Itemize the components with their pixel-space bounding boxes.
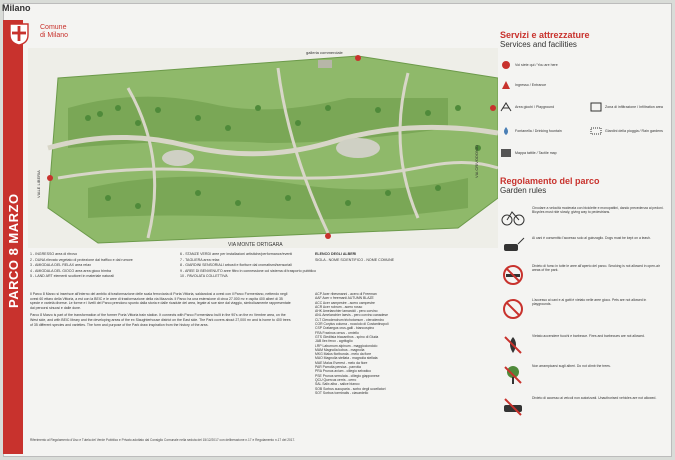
tree-list-item: CSP Crataegus crus-galli - biancospino xyxy=(315,326,375,331)
tree-list-item: PSE Prunus serrulata - ciliegio giapponese xyxy=(315,373,380,378)
tree-list-item: MKG Malus floribunda - melo da fiore xyxy=(315,352,372,357)
infiltration-icon xyxy=(590,102,602,112)
playground-icon xyxy=(500,102,512,112)
tree-list-item: ACR Acer rubrum - acero rosso xyxy=(315,304,363,309)
tree xyxy=(255,105,261,111)
tree xyxy=(155,107,161,113)
tree-list-item: SOB Sorbus aucuparia - sorbo degli uccellatori xyxy=(315,386,386,391)
tree-list-item: QCU Quercus cerris - cerro xyxy=(315,377,357,382)
bicycle-icon xyxy=(500,206,526,228)
rules-heading xyxy=(500,176,600,202)
tree-list-item: AAF Acer x freemanii AUTUMN BLAZE xyxy=(315,296,374,301)
tree-list-item: CLT Clerodendrum trichotomum - clerodendro xyxy=(315,317,385,322)
tactile-map-icon xyxy=(500,148,512,158)
regulation-footer: Riferimento al Regolamento d'Uso e Tutela del Verde Pubblico e Privato adottato dal Consiglio Comunale nella seduta del 15/12/2017 con deliberazione n.17 e Regolamento n.17 del 2017. xyxy=(30,438,296,442)
street-label-top: galleria commerciale xyxy=(306,50,343,55)
tree-list-item: GTS Gleditsia triacanthos - spino di Giuda xyxy=(315,334,379,339)
tree-list-item: ANL Amelanchier laevis - pero corvino canadese xyxy=(315,313,388,318)
service-playground: Area giochi / Playground xyxy=(500,102,554,112)
tree-list-item: FRA Fraxinus ornus - orniello xyxy=(315,330,359,335)
park-map xyxy=(28,48,498,248)
no-pets-icon xyxy=(500,298,526,320)
right-panel: Servizi e attrezzature Services and facilities Voi siete qui / You are here Ingresso / Entrance Area giochi / Playground Zona di infiltrazione / Infiltration area Fontanella / Drinking fountain Giardini della pioggia / Rain gardens Mappa tattile / Tactile map Regolamento del parco Garden rules Circolare a velocità moderata con biciclette e monopattini, dando precedenza ai pedoni. Bicycles must ride slowly, giving way to pedestrians. Ai cani è consentito l'accesso solo al guinzaglio. Dogs must be kept on a leash. Divieto di fumo in tutte le aree all'aperto del parco. Smoking is not allowed in open-air areas of the park. L'accesso ai cani e ai gatti è vietato nelle aree gioco. Pets are not allowed in playgrounds. Vietato accendere fuochi e barbecue. Fires and barbecues are not allowed. Non arrampicarsi sugli alberi. Do not climb the trees. Divieto di accesso ai veicoli non autorizzati. Unauthorised vehicles are not allowed. xyxy=(500,30,666,448)
services-title: Servizi e attrezzature xyxy=(500,30,590,40)
tree xyxy=(345,200,351,206)
no-climbing-icon xyxy=(500,364,526,386)
building xyxy=(318,60,332,68)
service-fountain: Fontanella / Drinking fountain xyxy=(500,126,562,136)
tree-list-item: MAE Malus Everest - melo da fiore xyxy=(315,360,368,365)
entrance-marker xyxy=(325,233,331,239)
street-label-bottom: VIA MONTE ORTIGARA xyxy=(228,242,283,248)
side-title: PARCO 8 MARZO xyxy=(6,193,21,308)
street-label-right: VIA CRIVODONIO xyxy=(474,144,479,178)
no-vehicles-icon xyxy=(500,396,526,418)
tree xyxy=(115,105,121,111)
tree-list-item: JAB Ilex ferox - agrifoglio xyxy=(315,339,353,344)
dog-leash-icon xyxy=(500,236,526,258)
service-rain-gardens: Giardini della pioggia / Rain gardens xyxy=(590,126,663,136)
tree-list xyxy=(315,292,500,395)
tree-list-item: AHK Amelanchier lamarckii - pero corvino xyxy=(315,309,378,314)
entrance-marker xyxy=(355,55,361,61)
drinking-fountain-icon xyxy=(500,126,512,136)
tree xyxy=(135,203,141,209)
tree xyxy=(375,107,381,113)
tree-list-item: MAM Magnolia kobus - magnolia xyxy=(315,347,365,352)
tree-list-item: SOT Sorbus torminalis - ciavardello xyxy=(315,390,369,395)
street-label-left: VIALE LIBERIA xyxy=(36,170,41,198)
tree xyxy=(135,120,141,126)
entrance-marker xyxy=(47,175,53,181)
tree xyxy=(85,115,91,121)
tree-list-item: LRP Laburnum alpinum - maggiociondolo xyxy=(315,343,378,348)
city-label: Milano xyxy=(2,3,31,13)
rain-garden-icon xyxy=(590,126,602,136)
tree xyxy=(235,200,241,206)
tree-list-item: ACP Acer ribesmanni - acero di Freeman xyxy=(315,292,377,296)
tree xyxy=(195,115,201,121)
services-subtitle: Services and facilities xyxy=(500,40,577,49)
legend-col-1: 1 - INGRESSO area di ritrovo 2 - DUNA rilevato vegetato di protezione dal traffico e dal rumore 3 - AMIGDALA DEL RELAX area relax 4 - AMIGDALA DEL GIOCO area area gioco bimba 5 - LAND ART elementi scultorei in materiale naturali xyxy=(30,252,133,279)
tree xyxy=(105,195,111,201)
city-crest-icon xyxy=(8,22,30,46)
plaza xyxy=(336,138,380,158)
tree xyxy=(435,185,441,191)
service-you-are-here: Voi siete qui / You are here xyxy=(500,60,558,70)
tree xyxy=(195,190,201,196)
tree-list-item: MAO Magnolia stellata - magnolia stellata xyxy=(315,356,378,361)
tree xyxy=(455,105,461,111)
you-are-here-icon xyxy=(500,60,512,70)
tree xyxy=(295,120,301,126)
tree-list-item: ACC Acer campestre - acero campestre xyxy=(315,300,375,305)
comune-logo-text: Comune di Milano xyxy=(40,24,69,39)
description-english: Parco 8 Marzo is part of the transformation of the former Porta Vittoria train station. It connects with Parco Formentano built in the 90's on the ex Vembre area, on the West side, and with BEIC library and the developing areas of the ex Slaughterhouse district on the East side. The Park covers about 27,000 m² and is home to 400 trees of 35 different species and varieties. The form and purpose of the Park draw inspiration from the history of the area. xyxy=(30,313,291,327)
park-description xyxy=(30,292,292,330)
description-italian: Il Parco 8 Marzo si inserisce all'interno del ambito di trasformazione delle scala ferroviaria di Porta Vittoria, saldandosi a ovest con il Parco Formentano, nettendo negli ovest 60 ettaro della Vittoria, a est con la BEIC e le aree di trasformazione della via Mazzola. Il Parco ha una estensione di circa 27.000 m² e ospita 400 alberi di 35 specie e varietà diverse. Le forme e i livelli del Parco prendono spunto dalla storia e dalle ricadute del area, legate al sue sine dal viaggio, simbolicamente rappresentate dai percorsi sinuosi e dalle dune. xyxy=(30,292,291,310)
tree xyxy=(325,105,331,111)
rules-title: Regolamento del parco xyxy=(500,176,600,186)
tree xyxy=(385,190,391,196)
tree-list-item: PAR Parrotia persica - parrotia xyxy=(315,365,361,370)
service-infiltration: Zona di infiltrazione / Infiltration area xyxy=(590,102,663,112)
tree xyxy=(225,125,231,131)
tree-list-item: PRA Prunus avium - ciliegio selvatico xyxy=(315,369,371,374)
entrance-marker xyxy=(490,105,496,111)
no-fire-icon xyxy=(500,334,526,356)
tree xyxy=(425,110,431,116)
tree-list-heading: ELENCO DEGLI ALBERI SIGLA - NOME SCIENTIFICO - NOME COMUNE xyxy=(315,252,395,262)
legend-col-2: 6 - STANZE VERDI aree per installazioni artistiche/performance/eventi 7 - TAGLIERA area relax 8 - GIARDINI SENSORIALI arbusti e fioriture dal cromatismi/sensoriali 9 - AREE DI BENVENUTO aree filtro in connessione col sistema di trasporto pubblico 10 - PAVOLATA COLLETTIVA xyxy=(180,252,316,279)
entrance-icon xyxy=(500,80,512,90)
service-entrance: Ingresso / Entrance xyxy=(500,80,546,90)
no-smoking-icon xyxy=(500,264,526,286)
tree xyxy=(285,195,291,201)
tree-list-item: COR Corylus colurna - nocciolo di Costantinopoli xyxy=(315,322,389,327)
tree xyxy=(97,111,103,117)
plaza xyxy=(162,150,194,166)
rules-subtitle: Garden rules xyxy=(500,186,547,195)
tree-list-item: SAL Salix alba - salice bianco xyxy=(315,382,360,387)
service-tactile-map: Mappa tattile / Tactile map xyxy=(500,148,557,158)
